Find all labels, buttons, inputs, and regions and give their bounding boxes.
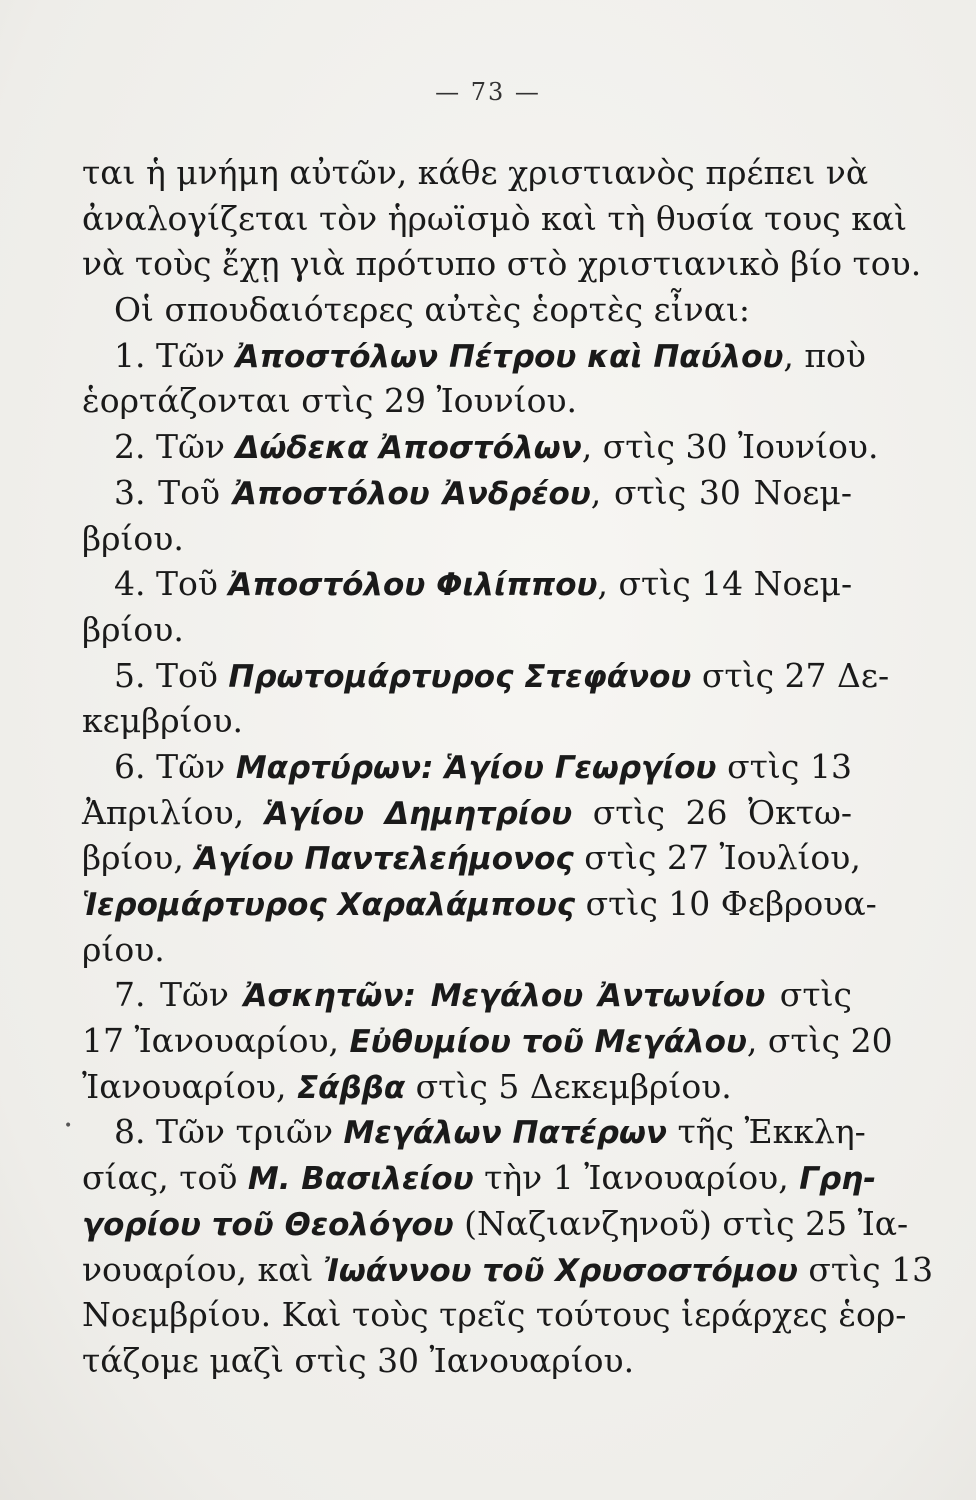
text-line: Ἱερομάρτυρος Χαραλάμπους στὶς 10 Φεβρουα- [82,884,877,923]
text-line: ρίου. [82,929,165,969]
text-line: Οἱ σπουδαιότερες αὐτὲς ἑορτὲς εἶναι: [114,290,751,330]
text-line: βρίου. [82,609,184,649]
text-line: 17 Ἰανουαρίου, Εὐθυμίου τοῦ Μεγάλου, στὶς 20 [82,1021,893,1061]
text-line: γορίου τοῦ Θεολόγου (Ναζιανζηνοῦ) στὶς 25 Ἰα- [82,1203,909,1243]
text-line: Νοεμβρίου. Καὶ τοὺς τρεῖς τούτους ἱεράρχες ἑορ- [82,1295,907,1335]
list-item-6: 6. Τῶν Μαρτύρων: Ἁγίου Γεωργίου στὶς 13 [114,746,852,786]
list-item-1: 1. Τῶν Ἀποστόλων Πέτρου καὶ Παύλου, ποὺ [114,335,866,375]
list-item-5: 5. Τοῦ Πρωτομάρτυρος Στεφάνου στὶς 27 Δε- [114,655,890,695]
text-line: νουαρίου, καὶ Ἰωάννου τοῦ Χρυσοστόμου στὶς 13 [82,1249,934,1289]
list-item-4: 4. Τοῦ Ἀποστόλου Φιλίππου, στὶς 14 Νοεμ- [114,564,853,604]
list-item-8: 8. Τῶν τριῶν Μεγάλων Πατέρων τῆς Ἐκκλη- [114,1112,866,1152]
text-line: τάζομε μαζὶ στὶς 30 Ἰανουαρίου. [82,1340,635,1380]
text-line: ται ἡ μνήμη αὐτῶν, κάθε χριστιανὸς πρέπει νὰ [82,153,869,192]
text-line: Ἰανουαρίου, Σάββα στὶς 5 Δεκεμβρίου. [82,1066,732,1106]
text-line: ἑορτάζονται στὶς 29 Ἰουνίου. [82,381,578,421]
text-line: σίας, τοῦ Μ. Βασιλείου τὴν 1 Ἰανουαρίου, Γρη- [82,1158,877,1198]
page-number: — 73 — [435,78,541,106]
body-text [82,150,934,1384]
text-line: νὰ τοὺς ἔχῃ γιὰ πρότυπο στὸ χριστιανικὸ βίο του. [82,244,922,284]
list-item-2: 2. Τῶν Δώδεκα Ἀποστόλων, στὶς 30 Ἰουνίου. [114,427,879,467]
text-line: ἀναλογίζεται τὸν ἡρωϊσμὸ καὶ τὴ θυσία τους καὶ [82,198,908,238]
list-item-3: 3. Τοῦ Ἀποστόλου Ἀνδρέου, στὶς 30 Νοεμ- [114,472,853,512]
text-line: βρίου, Ἁγίου Παντελεήμονος στὶς 27 Ἰουλίου, [82,838,861,878]
text-line: βρίου. [82,518,184,558]
text-line: Ἀπριλίου, Ἁγίου Δημητρίου στὶς 26 Ὀκτω- [82,792,853,832]
text-line: κεμβρίου. [82,701,244,741]
margin-mark: • [64,1118,73,1134]
list-item-7: 7. Τῶν Ἀσκητῶν: Μεγάλου Ἀντωνίου στὶς [114,975,852,1015]
